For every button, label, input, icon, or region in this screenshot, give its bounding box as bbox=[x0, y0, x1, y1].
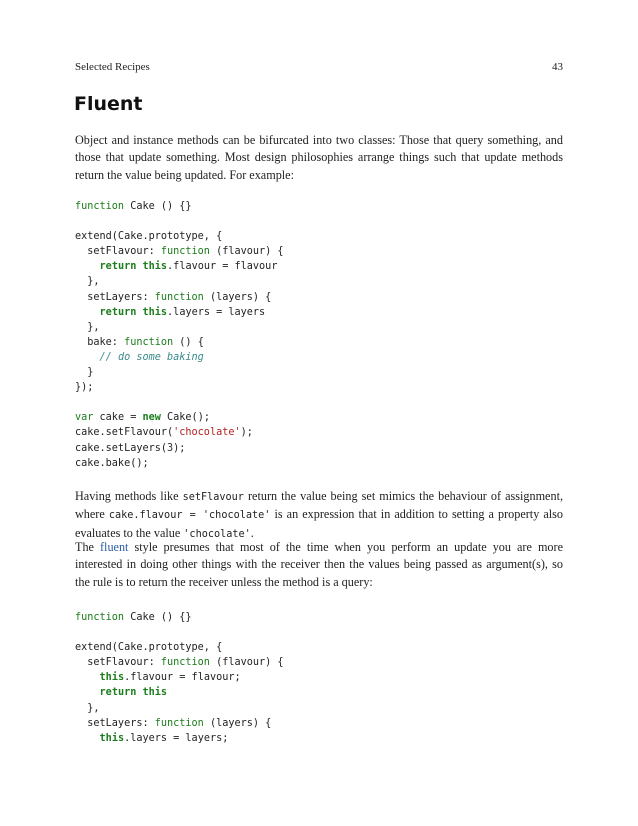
code-line bbox=[75, 625, 284, 640]
code-line bbox=[75, 365, 284, 380]
code-line bbox=[75, 259, 284, 274]
code-token: function bbox=[75, 612, 125, 623]
code-token: (layers) { bbox=[203, 291, 272, 303]
code-token: ); bbox=[173, 442, 186, 454]
code-line bbox=[75, 410, 284, 425]
code-token: cake.bake(); bbox=[75, 457, 149, 469]
code-token: }, bbox=[75, 321, 100, 333]
code-line bbox=[75, 290, 284, 305]
assignment-paragraph bbox=[75, 488, 563, 543]
code-token: .flavour = flavour bbox=[167, 261, 278, 273]
paragraph-text: return the value being set mimics the behaviour of assignment, where bbox=[75, 489, 563, 522]
code-token: setFlavour: bbox=[75, 246, 161, 258]
running-title: Selected Recipes bbox=[75, 61, 150, 73]
code-token bbox=[75, 307, 100, 318]
code-token: (flavour) { bbox=[209, 657, 284, 669]
code-line bbox=[75, 199, 284, 214]
code-token: Cake(); bbox=[160, 412, 210, 424]
code-token: .layers = layers; bbox=[124, 732, 229, 744]
code-token: function bbox=[154, 291, 204, 303]
code-token: cake.setFlavour( bbox=[75, 427, 174, 439]
code-token: setLayers: bbox=[75, 291, 155, 303]
code-token: var bbox=[75, 412, 94, 424]
inline-code: 'chocolate' bbox=[183, 528, 251, 540]
inline-code: cake.flavour = 'chocolate' bbox=[108, 510, 271, 522]
code-token: function bbox=[154, 717, 204, 729]
code-token: (flavour) { bbox=[209, 246, 284, 258]
fluent-paragraph bbox=[75, 539, 563, 591]
code-line bbox=[75, 425, 284, 440]
fluent-link[interactable]: fluent bbox=[100, 540, 129, 554]
code-token: cake.setLayers( bbox=[75, 442, 168, 454]
code-token: .layers = layers bbox=[167, 306, 266, 318]
code-token: 'chocolate' bbox=[173, 427, 241, 439]
code-token: return bbox=[99, 687, 137, 699]
code-line bbox=[75, 670, 284, 685]
code-line bbox=[75, 274, 284, 289]
code-token: cake = bbox=[93, 412, 143, 424]
code-line bbox=[75, 229, 284, 244]
section-title: Fluent bbox=[74, 93, 143, 115]
code-line bbox=[75, 701, 284, 716]
code-token: bake: bbox=[75, 336, 125, 348]
code-block-query-style bbox=[75, 199, 284, 471]
running-header bbox=[75, 61, 563, 77]
code-line bbox=[75, 640, 284, 655]
code-token bbox=[75, 687, 100, 698]
code-line bbox=[75, 456, 284, 471]
paragraph-text: Having methods like bbox=[75, 489, 183, 503]
code-token: } bbox=[75, 367, 94, 379]
code-token: setFlavour: bbox=[75, 657, 161, 669]
code-token: ); bbox=[240, 427, 253, 439]
code-token bbox=[75, 733, 100, 744]
code-token: this bbox=[99, 732, 125, 744]
code-token: Cake () {} bbox=[124, 612, 192, 623]
code-line bbox=[75, 716, 284, 731]
code-token: }); bbox=[75, 382, 94, 394]
code-line bbox=[75, 350, 284, 365]
code-token: () { bbox=[173, 336, 204, 348]
code-line bbox=[75, 610, 284, 625]
code-token: this bbox=[99, 672, 125, 684]
code-token: this bbox=[142, 687, 168, 699]
code-block-fluent-style bbox=[75, 610, 284, 746]
code-token: extend(Cake.prototype, { bbox=[75, 642, 223, 654]
code-token: .flavour = flavour; bbox=[124, 672, 241, 684]
code-token: setLayers: bbox=[75, 717, 155, 729]
code-token: return bbox=[99, 261, 137, 273]
code-line bbox=[75, 320, 284, 335]
code-token: function bbox=[160, 657, 210, 669]
code-token: Cake () {} bbox=[124, 201, 192, 212]
code-token bbox=[75, 261, 100, 272]
code-token: function bbox=[75, 201, 125, 212]
code-token: this bbox=[142, 261, 168, 273]
code-line bbox=[75, 380, 284, 395]
code-token: }, bbox=[75, 276, 100, 288]
code-token: 3 bbox=[167, 442, 174, 454]
code-token: extend(Cake.prototype, { bbox=[75, 231, 223, 243]
code-line bbox=[75, 731, 284, 746]
code-line bbox=[75, 685, 284, 700]
intro-paragraph: Object and instance methods can be bifurcated into two classes: Those that query something, and those that update something. Most design philosophies arrange things such that update methods return the value being updated. For example: bbox=[75, 133, 563, 182]
inline-code: setFlavour bbox=[182, 492, 244, 503]
code-line bbox=[75, 335, 284, 350]
code-token: (layers) { bbox=[203, 717, 272, 729]
code-line bbox=[75, 244, 284, 259]
paragraph-text: is an expression that in addition to setting a property also evaluates to the value bbox=[75, 507, 563, 540]
paragraph-text: . bbox=[250, 525, 254, 540]
code-line bbox=[75, 395, 284, 410]
code-token: function bbox=[124, 336, 174, 348]
code-token: }, bbox=[75, 702, 100, 714]
code-token: // do some baking bbox=[99, 351, 204, 363]
code-token: new bbox=[142, 412, 161, 424]
paragraph-text: style presumes that most of the time when you perform an update you are more interested in doing other things with the receiver then the values being passed as argument(s), so the rule is to return the receiver unless the method is a query: bbox=[75, 540, 563, 589]
code-line bbox=[75, 441, 284, 456]
code-line bbox=[75, 305, 284, 320]
code-token: return bbox=[99, 306, 137, 318]
code-token: this bbox=[142, 306, 168, 318]
page-number: 43 bbox=[552, 61, 563, 73]
code-token bbox=[75, 352, 100, 363]
code-line bbox=[75, 214, 284, 229]
code-line bbox=[75, 655, 284, 670]
paragraph-text: The bbox=[75, 540, 100, 554]
code-token: function bbox=[160, 246, 210, 258]
code-token bbox=[75, 672, 100, 683]
